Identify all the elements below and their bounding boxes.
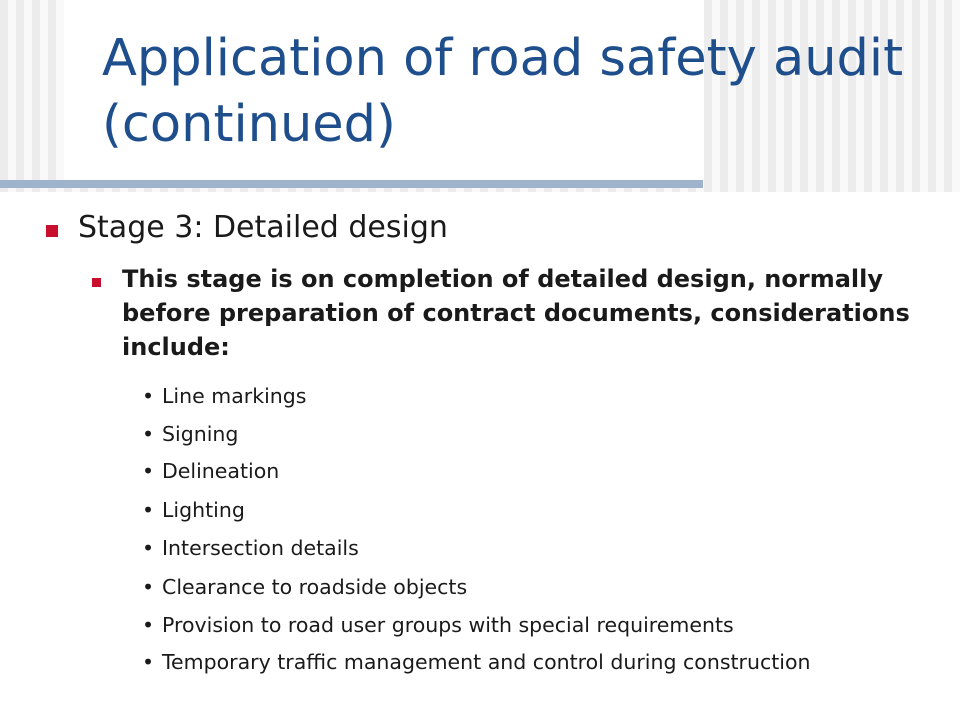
- list-item-text: Lighting: [162, 498, 245, 522]
- slide-title: Application of road safety audit (continued): [102, 29, 904, 154]
- stage-description: This stage is on completion of detailed design, normally before preparation of contract documents, considerations include:: [122, 265, 910, 361]
- bullet-dot-icon: •: [142, 613, 155, 637]
- list-item-text: Clearance to roadside objects: [162, 575, 468, 599]
- bullet-dot-icon: •: [142, 498, 155, 522]
- list-item-text: Temporary traffic management and control during construction: [162, 650, 811, 674]
- list-item-text: Intersection details: [162, 536, 359, 560]
- list-item-text: Line markings: [162, 384, 307, 408]
- list-item: [142, 648, 932, 677]
- bullet-dot-icon: •: [142, 422, 155, 446]
- bullet-dot-icon: •: [142, 384, 155, 408]
- list-item: [142, 382, 932, 411]
- square-bullet-icon: [46, 225, 58, 237]
- list-item-text: Delineation: [162, 459, 280, 483]
- bullet-dot-icon: •: [142, 575, 155, 599]
- list-item: [142, 573, 932, 602]
- list-item: [142, 420, 932, 449]
- list-item: [142, 611, 932, 640]
- stage-heading: Stage 3: Detailed design: [78, 210, 448, 245]
- list-item: [142, 496, 932, 525]
- square-bullet-icon: [92, 278, 101, 287]
- list-item-text: Signing: [162, 422, 239, 446]
- bullet-dot-icon: •: [142, 536, 155, 560]
- list-item: [142, 534, 932, 563]
- list-item: [142, 457, 932, 486]
- list-item-text: Provision to road user groups with special requirements: [162, 613, 734, 637]
- bullet-dot-icon: •: [142, 650, 155, 674]
- bullet-dot-icon: •: [142, 459, 155, 483]
